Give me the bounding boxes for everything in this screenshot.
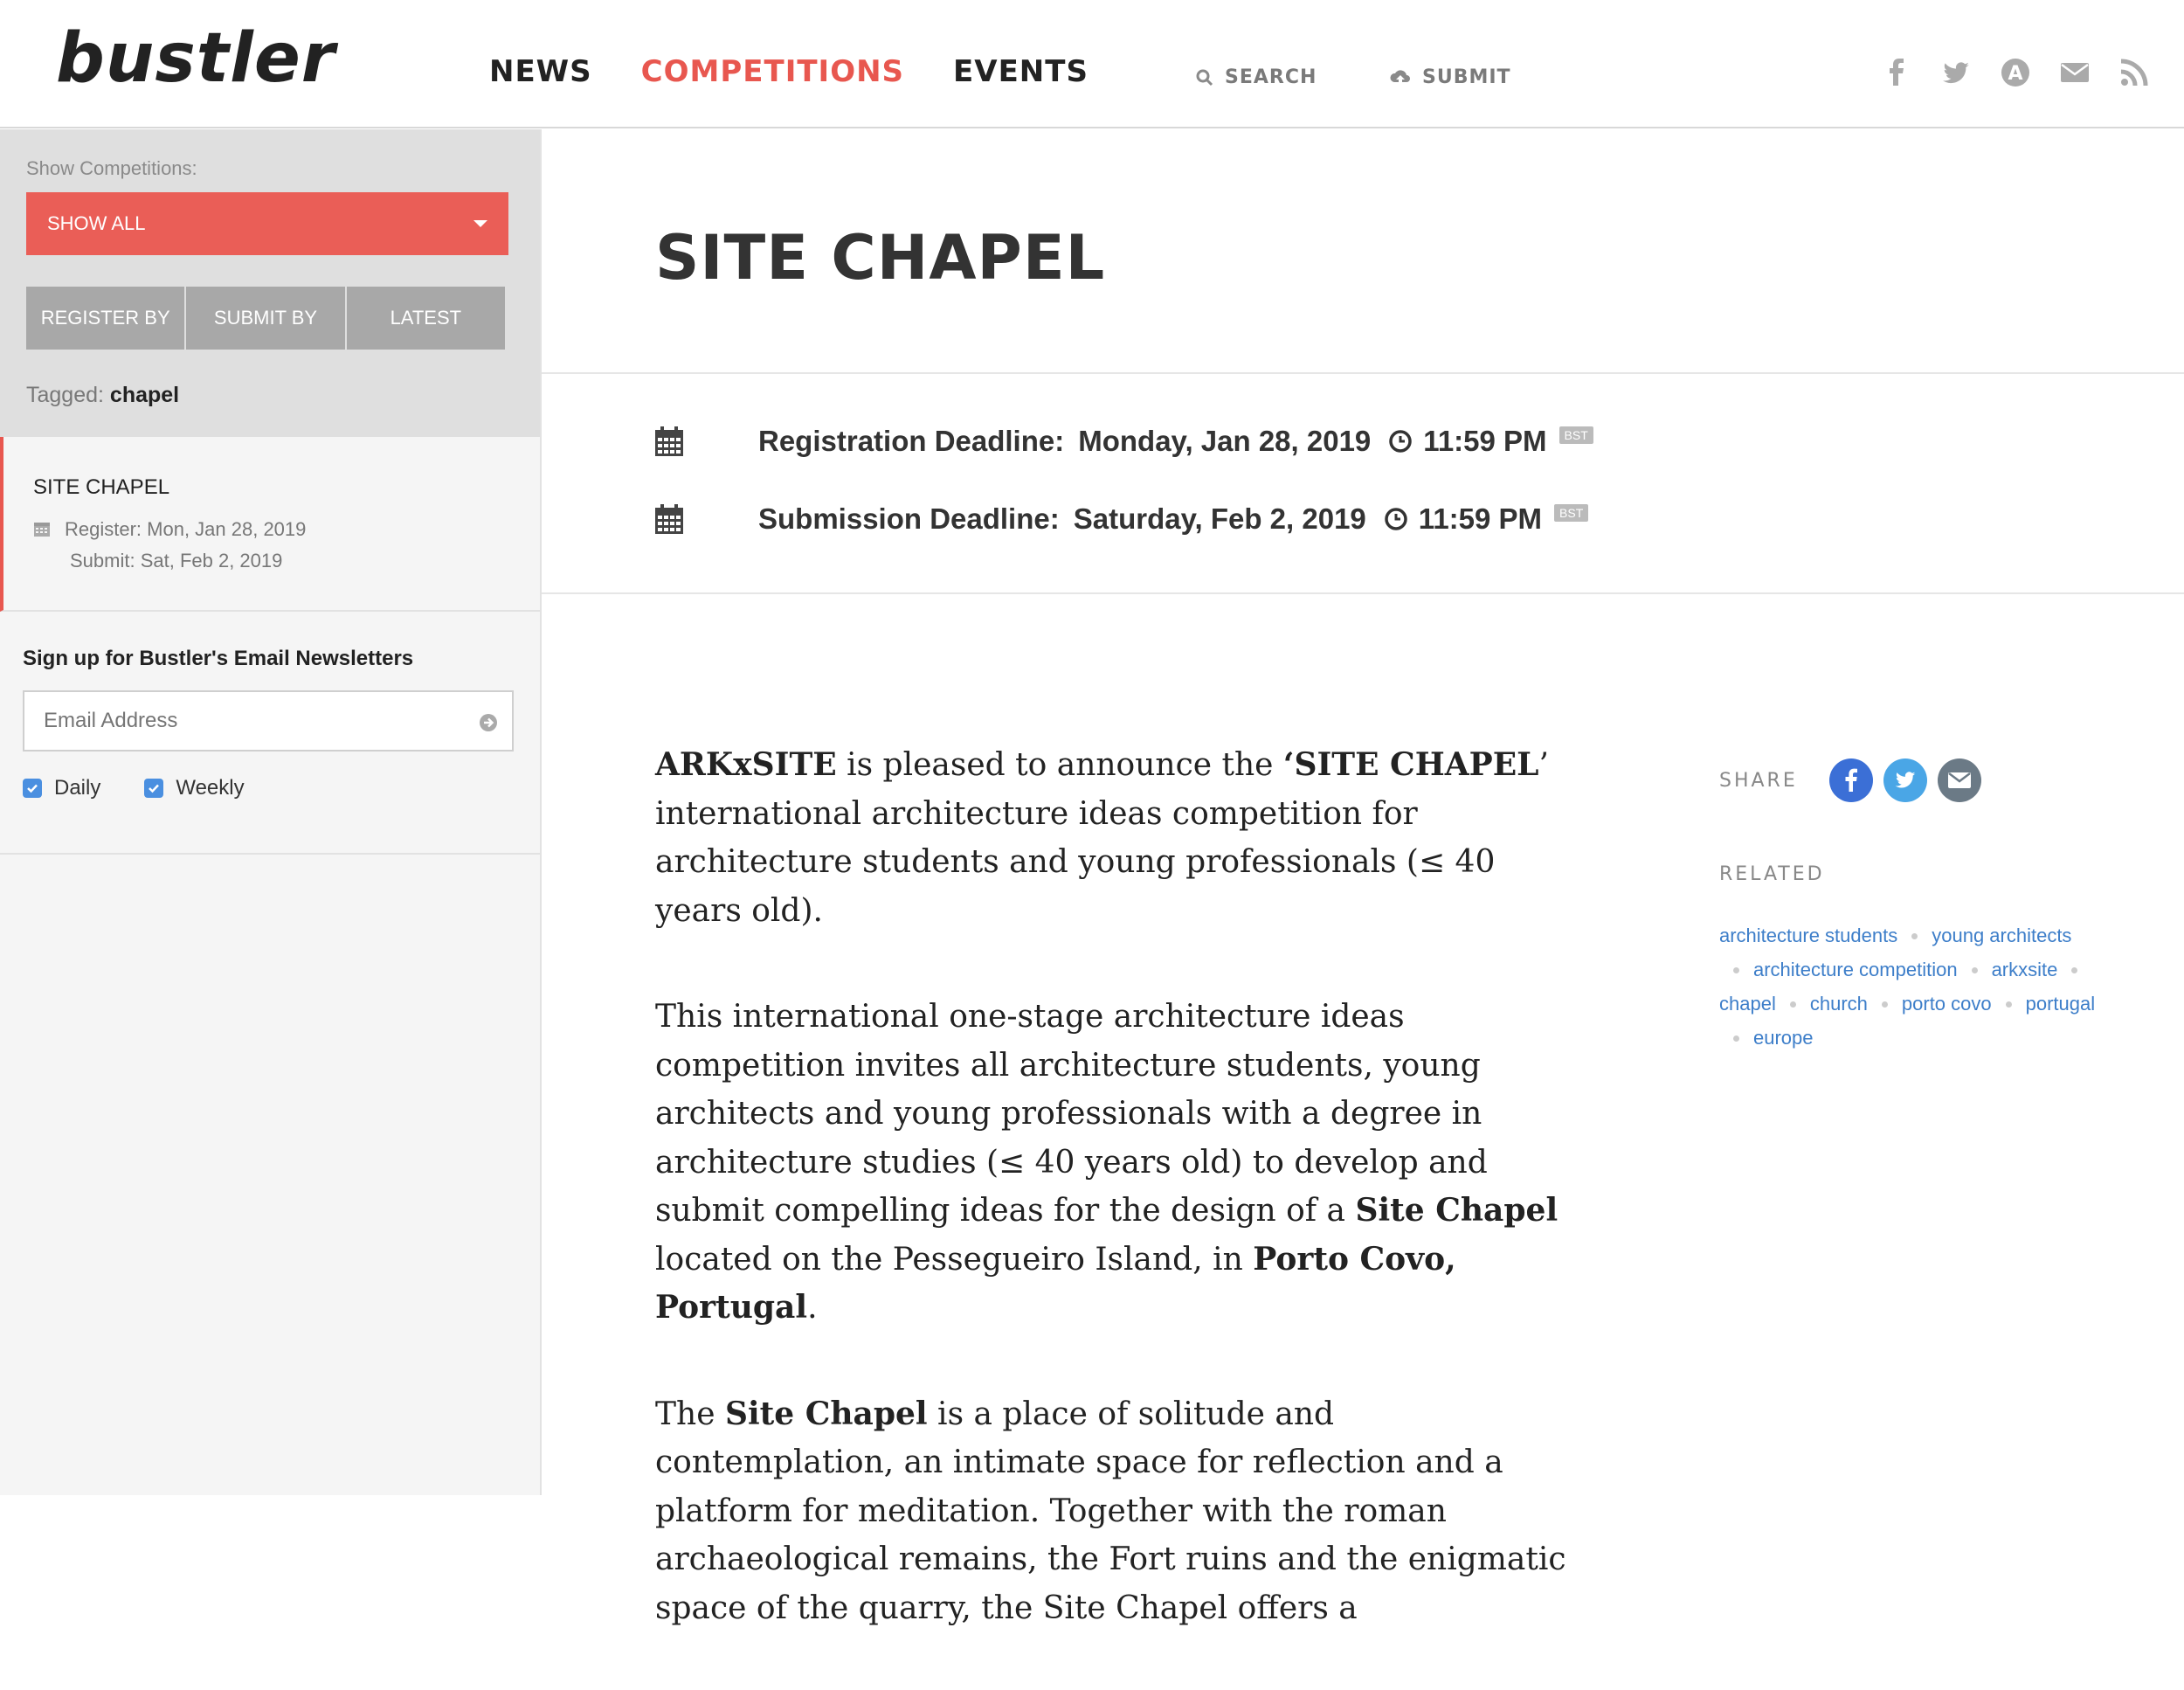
email-field[interactable] — [24, 692, 444, 750]
checkbox-checked-icon — [23, 779, 42, 798]
article-paragraph: This international one-stage architecture ideas competition invites all architecture students, young architects and young professionals with a degree in architecture studies (≤ 40 years old) to develop and submit compelling ideas for the design of a Site Chapel located on the Pessegueiro Island, in Porto Covo, Portugal. — [655, 999, 1559, 1326]
daily-label: Daily — [54, 776, 101, 800]
nav-competitions[interactable]: COMPETITIONS — [640, 54, 905, 89]
share-email-button[interactable] — [1938, 758, 1981, 802]
calendar-icon — [655, 426, 683, 456]
tagged-prefix: Tagged: — [26, 383, 104, 407]
site-header — [0, 0, 2184, 128]
calendar-icon — [33, 520, 51, 537]
weekly-label: Weekly — [176, 776, 245, 800]
related-tag-link[interactable]: europe — [1753, 1027, 1814, 1049]
article-paragraph: ARKxSITE is pleased to announce the ‘SITE CHAPEL’ international architecture ideas competition for architecture students and young professionals (≤ 40 years old). — [655, 746, 1549, 929]
deadline-date: Saturday, Feb 2, 2019 — [1073, 502, 1366, 535]
filter-label: Show Competitions: — [26, 157, 197, 179]
sort-latest-button[interactable]: LATEST — [347, 287, 505, 350]
share-twitter-button[interactable] — [1883, 758, 1927, 802]
email-field-wrapper — [23, 690, 514, 751]
rss-icon[interactable] — [2119, 58, 2149, 87]
article-aside — [1719, 758, 2104, 1055]
related-tag-link[interactable]: architecture students — [1719, 925, 1898, 946]
separator-dot — [1733, 1035, 1739, 1042]
related-tag-link[interactable]: arkxsite — [1991, 959, 2058, 980]
email-icon — [1948, 772, 1971, 789]
daily-checkbox[interactable] — [23, 776, 100, 800]
checkbox-checked-icon — [144, 779, 163, 798]
page-title: SITE CHAPEL — [655, 222, 1106, 294]
timezone-badge: BST — [1554, 504, 1588, 522]
article-body — [655, 741, 1572, 1690]
separator-dot — [1790, 1001, 1796, 1008]
email-icon[interactable] — [2060, 58, 2090, 87]
weekly-checkbox[interactable] — [144, 776, 244, 800]
separator-dot — [1882, 1001, 1888, 1008]
competition-list-item[interactable] — [0, 437, 540, 612]
bold-text: Site Chapel — [1355, 1192, 1559, 1229]
search-button[interactable] — [1195, 66, 1317, 88]
nav-news[interactable]: NEWS — [489, 54, 592, 89]
search-label: SEARCH — [1225, 66, 1317, 88]
calendar-icon — [655, 504, 683, 534]
related-label: RELATED — [1719, 863, 1825, 885]
bold-text: Site Chapel — [724, 1395, 928, 1432]
deadline-time: 11:59 PM — [1418, 502, 1543, 535]
select-value: SHOW ALL — [47, 212, 146, 234]
svg-text:A: A — [2008, 63, 2023, 85]
deadline-label: Registration Deadline: — [758, 425, 1065, 457]
related-tags — [1719, 918, 2104, 1055]
separator-dot — [2006, 1001, 2012, 1008]
show-competitions-select[interactable] — [26, 192, 508, 255]
deadline-label: Submission Deadline: — [758, 502, 1060, 535]
main-content — [542, 129, 2184, 1626]
related-tag-link[interactable]: chapel — [1719, 993, 1776, 1015]
competition-dates — [33, 514, 306, 577]
competition-filter — [0, 129, 540, 437]
caret-down-icon — [473, 220, 487, 227]
submit-label: SUBMIT — [1422, 66, 1511, 88]
sidebar — [0, 129, 542, 1495]
sort-register-by-button[interactable]: REGISTER BY — [26, 287, 186, 350]
bustler-logo[interactable]: bustler — [56, 19, 336, 98]
deadlines-panel — [542, 372, 2184, 594]
cloud-upload-icon — [1389, 68, 1412, 87]
newsletter-signup — [0, 612, 540, 855]
arrow-circle-right-icon[interactable] — [479, 713, 498, 732]
share-facebook-button[interactable] — [1829, 758, 1873, 802]
bold-text: ‘SITE CHAPEL — [1282, 746, 1539, 783]
related-tag-link[interactable]: architecture competition — [1753, 959, 1958, 980]
search-icon — [1195, 68, 1214, 87]
newsletter-frequency — [23, 776, 245, 800]
share-row — [1719, 758, 2104, 802]
register-date: Register: Mon, Jan 28, 2019 — [65, 518, 307, 540]
archinect-icon[interactable] — [2001, 58, 2030, 87]
separator-dot — [1733, 967, 1739, 973]
twitter-icon — [1894, 771, 1917, 790]
submission-deadline — [655, 502, 1588, 536]
related-tag-link[interactable]: church — [1809, 993, 1868, 1015]
article-paragraph: The Site Chapel is a place of solitude and contemplation, an intimate space for reflection and a platform for meditation. Together with the roman archaeological remains, the Fort ruins and the enigmatic space of the quarry, the Site Chapel offers a — [655, 1395, 1566, 1626]
separator-dot — [1911, 933, 1918, 939]
related-tag-link[interactable]: young architects — [1932, 925, 2072, 946]
timezone-badge: BST — [1559, 426, 1593, 444]
sort-submit-by-button[interactable]: SUBMIT BY — [186, 287, 346, 350]
nav-events[interactable]: EVENTS — [953, 54, 1089, 89]
sort-buttons — [26, 287, 505, 350]
deadline-time: 11:59 PM — [1423, 425, 1547, 457]
separator-dot — [1972, 967, 1978, 973]
related-tag-link[interactable]: portugal — [2025, 993, 2096, 1015]
facebook-icon[interactable] — [1882, 58, 1911, 87]
bold-text: Porto Covo, Portugal — [655, 1240, 1456, 1326]
twitter-icon[interactable] — [1941, 58, 1971, 87]
registration-deadline — [655, 425, 1593, 458]
deadline-date: Monday, Jan 28, 2019 — [1078, 425, 1372, 457]
submit-date: Submit: Sat, Feb 2, 2019 — [70, 550, 283, 571]
newsletter-title: Sign up for Bustler's Email Newsletters — [23, 647, 414, 670]
bold-text: ARKxSITE — [655, 746, 837, 783]
clock-icon — [1388, 429, 1413, 454]
tagged-value[interactable]: chapel — [109, 383, 180, 407]
clock-icon — [1384, 507, 1408, 531]
facebook-icon — [1842, 768, 1860, 793]
main-nav — [489, 54, 1089, 89]
competition-title: SITE CHAPEL — [33, 475, 170, 499]
share-label: SHARE — [1719, 769, 1798, 792]
separator-dot — [2071, 967, 2077, 973]
submit-button[interactable] — [1389, 66, 1511, 88]
social-links — [1882, 58, 2149, 87]
related-tag-link[interactable]: porto covo — [1901, 993, 1992, 1015]
tagged-filter — [26, 383, 179, 408]
